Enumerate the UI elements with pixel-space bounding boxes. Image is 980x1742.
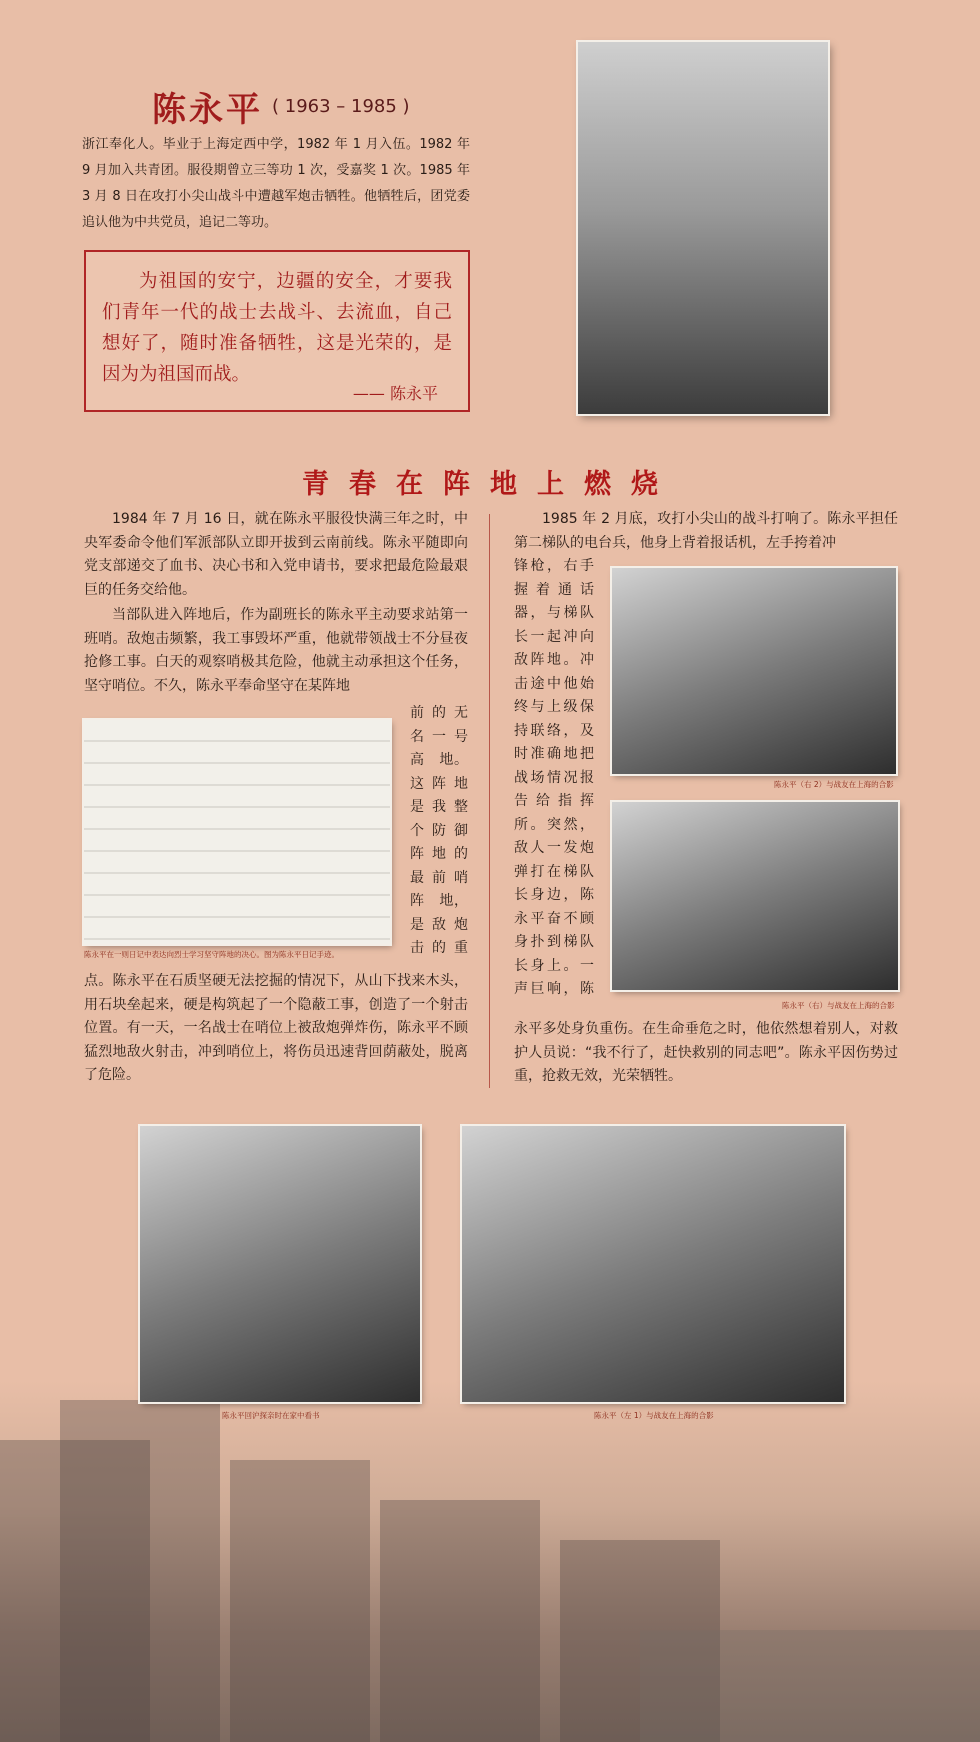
diary-photo	[84, 720, 390, 944]
narrow-line: 名一号	[410, 728, 468, 745]
narrow-line: 所。突然，	[514, 816, 594, 833]
narrow-line: 声巨响，陈	[514, 981, 594, 997]
left-paragraph-1: 1984 年 7 月 16 日，就在陈永平服役快满三年之时，中央军委命令他们军派部队立即开拔到云南前线。陈永平随即向党支部递交了血书、决心书和入党申请书，要求把最危险最艰巨的任务交给他。	[84, 511, 468, 598]
narrow-line: 长身上。一	[514, 957, 594, 974]
narrow-line: 击途中他始	[514, 675, 594, 692]
quote-signature: —— 陈永平	[352, 384, 438, 403]
toast-photo-caption: 陈永平（左 1）与战友在上海的合影	[594, 1411, 714, 1420]
narrow-line: 前的无	[410, 705, 468, 721]
biography: 浙江奉化人。毕业于上海定西中学，1982 年 1 月入伍。1982 年 9 月加入共青团。服役期曾立三等功 1 次，受嘉奖 1 次。1985 年 3 月 8 日在攻打小尖山战斗中遭越军炮击牺牲。他牺牲后，团党委追认他为中共党员，追记二等功。	[82, 137, 470, 230]
left-narrow-text	[410, 702, 468, 961]
narrow-line: 敌阵地。冲	[514, 652, 594, 668]
right-narrow-text	[514, 555, 594, 1002]
person-name: 陈永平	[152, 90, 263, 130]
shanghai-bund-background	[0, 1380, 980, 1742]
narrow-line: 高 地。	[410, 752, 468, 768]
narrow-line: 终与上级保	[514, 699, 594, 715]
group-photo-1-caption: 陈永平（右 2）与战友在上海的合影	[774, 780, 894, 789]
narrow-line: 长身边，陈	[514, 887, 594, 903]
narrow-line: 弹打在梯队	[514, 863, 594, 880]
narrow-line: 永平奋不顾	[514, 910, 594, 927]
right-paragraph-2: 永平多处身负重伤。在生命垂危之时，他依然想着别人，对救护人员说：“我不行了，赶快救别的同志吧”。陈永平因伤势过重，抢救无效，光荣牺牲。	[514, 1021, 898, 1084]
reading-photo	[140, 1126, 420, 1402]
narrow-line: 器，与梯队	[514, 605, 594, 621]
narrow-line: 这阵地	[410, 775, 468, 792]
column-divider	[489, 514, 490, 1088]
narrow-line: 最前哨	[410, 869, 468, 886]
left-paragraph-3: 点。陈永平在石质坚硬无法挖掘的情况下，从山下找来木头，用石块垒起来，硬是构筑起了一个隐蔽工事，创造了一个射击位置。有一天，一名战士在哨位上被敌炮弹炸伤，陈永平不顾猛烈地敌火射击，冲到哨位上，将伤员迅速背回荫蔽处，脱离了危险。	[84, 973, 468, 1083]
diary-caption: 陈永平在一则日记中表达向烈士学习坚守阵地的决心。图为陈永平日记手迹。	[84, 950, 339, 959]
toast-photo	[462, 1126, 844, 1402]
narrow-line: 阵 地，	[410, 893, 468, 909]
left-paragraph-2: 当部队进入阵地后，作为副班长的陈永平主动要求站第一班哨。敌炮击频繁，我工事毁坏严重，他就带领战士不分昼夜抢修工事。白天的观察哨极其危险，他就主动承担这个任务，坚守哨位。不久，陈永平奉命坚守在某阵地	[84, 607, 468, 694]
right-paragraph-1: 1985 年 2 月底，攻打小尖山的战斗打响了。陈永平担任第二梯队的电台兵，他身上背着报话机，左手挎着冲	[514, 511, 898, 551]
quote-text: 为祖国的安宁，边疆的安全，才要我们青年一代的战士去战斗、去流血，自己想好了，随时准备牺牲，这是光荣的，是因为为祖国而战。	[102, 271, 452, 385]
portrait-photo	[578, 42, 828, 414]
narrow-line: 长一起冲向	[514, 628, 594, 645]
group-photo-2	[612, 802, 898, 990]
quote-box	[84, 250, 470, 412]
narrow-line: 是敌炮	[410, 916, 468, 933]
group-photo-1	[612, 568, 896, 774]
narrow-line: 敌人一发炮	[514, 840, 594, 856]
narrow-line: 阵地的	[410, 846, 468, 862]
narrow-line: 是我整	[410, 799, 468, 815]
narrow-line: 击的重	[410, 940, 468, 956]
narrow-line: 持联络，及	[514, 722, 594, 739]
narrow-line: 个防御	[410, 822, 468, 839]
section-title: 青春在阵地上燃烧	[302, 469, 678, 500]
reading-photo-caption: 陈永平回沪探亲时在家中看书	[222, 1411, 320, 1420]
narrow-line: 告给指挥	[514, 793, 594, 809]
life-years: ( 1963 – 1985 )	[272, 96, 410, 117]
narrow-line: 锋枪，右手	[514, 558, 594, 574]
narrow-line: 战场情况报	[514, 769, 594, 786]
group-photo-2-caption: 陈永平（右）与战友在上海的合影	[782, 1001, 895, 1010]
narrow-line: 握着通话	[514, 581, 594, 598]
narrow-line: 时准确地把	[514, 746, 594, 762]
narrow-line: 身扑到梯队	[514, 934, 594, 950]
